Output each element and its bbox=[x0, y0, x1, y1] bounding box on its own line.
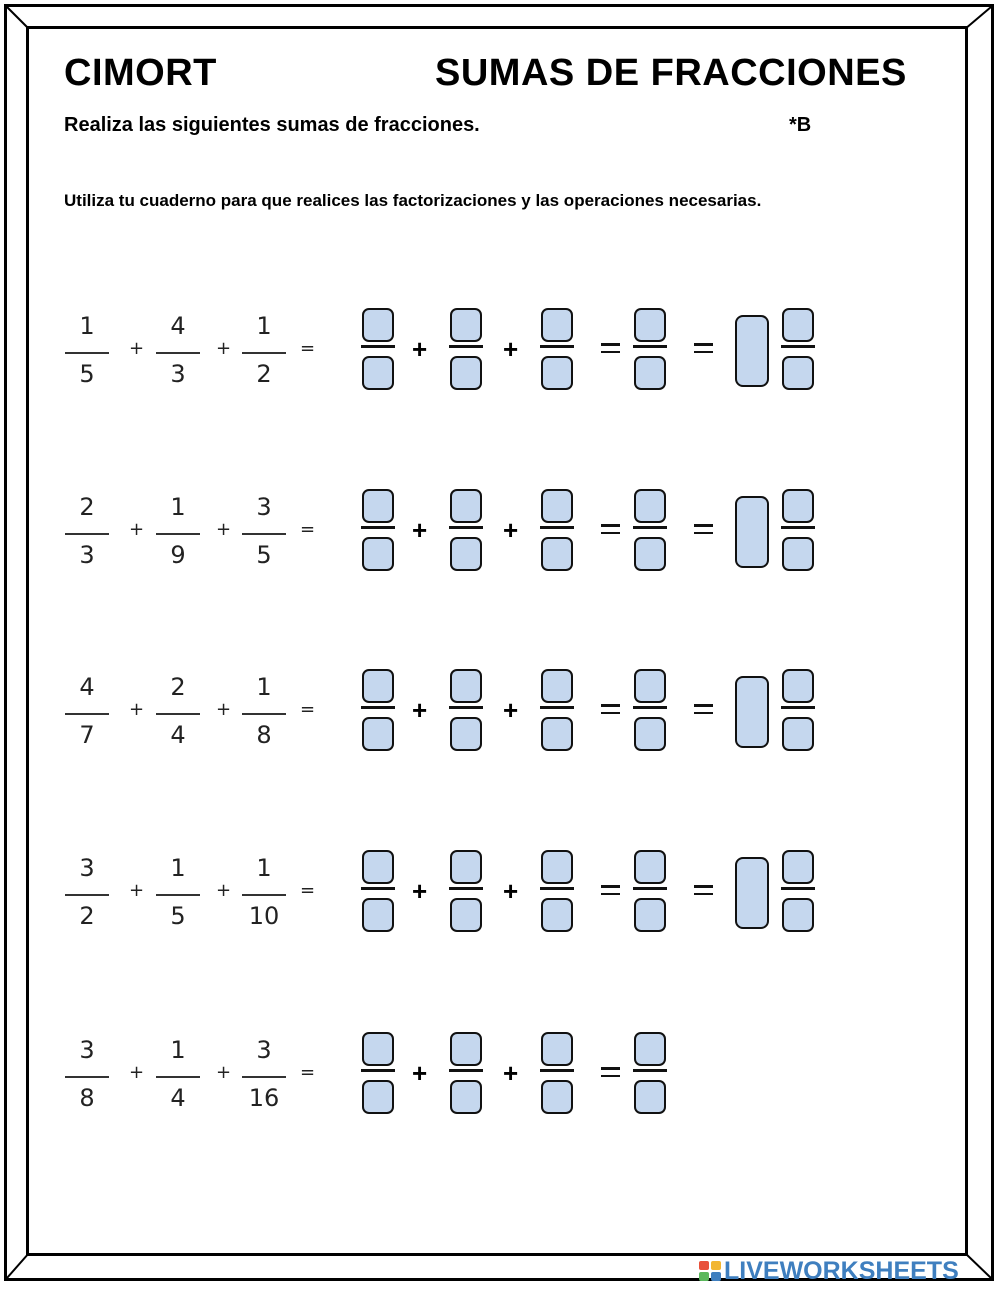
denominator-answer-box[interactable] bbox=[634, 898, 666, 932]
fraction-bar bbox=[65, 713, 109, 715]
answer-equals-sign bbox=[694, 343, 713, 353]
exercise-row bbox=[0, 846, 1000, 956]
answer-fraction-bar bbox=[361, 526, 395, 529]
denominator-answer-box[interactable] bbox=[450, 1080, 482, 1114]
denominator-answer-box[interactable] bbox=[634, 717, 666, 751]
mixed-numerator-answer-box[interactable] bbox=[782, 850, 814, 884]
answer-fraction-bar bbox=[781, 526, 815, 529]
answer-equals-sign bbox=[601, 704, 620, 714]
given-fraction bbox=[59, 665, 115, 765]
answer-fraction-bar bbox=[633, 706, 667, 709]
answer-fraction-bar bbox=[540, 887, 574, 890]
numerator-answer-box[interactable] bbox=[450, 308, 482, 342]
answer-plus-sign: + bbox=[412, 695, 428, 725]
answer-fraction-bar bbox=[540, 345, 574, 348]
numerator-answer-box[interactable] bbox=[634, 1032, 666, 1066]
given-fraction bbox=[150, 665, 206, 765]
fraction-bar bbox=[156, 713, 200, 715]
denominator-answer-box[interactable] bbox=[450, 356, 482, 390]
mixed-numerator-answer-box[interactable] bbox=[782, 669, 814, 703]
answer-equals-sign bbox=[601, 343, 620, 353]
fraction-bar bbox=[242, 894, 286, 896]
fraction-bar bbox=[156, 1076, 200, 1078]
answer-equals-sign bbox=[601, 524, 620, 534]
logo-square bbox=[699, 1272, 709, 1281]
fraction-numerator: 1 bbox=[170, 1036, 186, 1064]
equals-sign: = bbox=[300, 338, 316, 359]
denominator-answer-box[interactable] bbox=[362, 898, 394, 932]
fraction-denominator: 2 bbox=[79, 902, 95, 930]
denominator-answer-box[interactable] bbox=[541, 717, 573, 751]
exercise-row bbox=[0, 304, 1000, 414]
numerator-answer-box[interactable] bbox=[362, 308, 394, 342]
worksheet-code: *B bbox=[789, 114, 812, 136]
denominator-answer-box[interactable] bbox=[450, 537, 482, 571]
answer-fraction-bar bbox=[449, 345, 483, 348]
mixed-denominator-answer-box[interactable] bbox=[782, 356, 814, 390]
equals-sign: = bbox=[300, 1062, 316, 1083]
plus-sign: + bbox=[129, 699, 145, 720]
given-fraction bbox=[150, 485, 206, 585]
answer-fraction-bar bbox=[361, 345, 395, 348]
logo-square bbox=[699, 1261, 709, 1270]
numerator-answer-box[interactable] bbox=[362, 669, 394, 703]
numerator-answer-box[interactable] bbox=[450, 850, 482, 884]
notebook-note: Utiliza tu cuaderno para que realices las factorizaciones y las operaciones necesarias. bbox=[64, 191, 762, 210]
fraction-numerator: 4 bbox=[79, 673, 95, 701]
given-fraction bbox=[150, 304, 206, 404]
denominator-answer-box[interactable] bbox=[450, 717, 482, 751]
answer-equals-sign bbox=[601, 885, 620, 895]
answer-fraction-bar bbox=[633, 887, 667, 890]
answer-fraction-bar bbox=[361, 1069, 395, 1072]
numerator-answer-box[interactable] bbox=[634, 850, 666, 884]
numerator-answer-box[interactable] bbox=[634, 669, 666, 703]
equals-sign: = bbox=[300, 880, 316, 901]
liveworksheets-logo bbox=[698, 1258, 959, 1284]
fraction-denominator: 4 bbox=[170, 721, 186, 749]
plus-sign: + bbox=[129, 1062, 145, 1083]
answer-fraction-bar bbox=[361, 887, 395, 890]
fraction-denominator: 3 bbox=[79, 541, 95, 569]
whole-number-answer-box[interactable] bbox=[735, 315, 769, 387]
numerator-answer-box[interactable] bbox=[634, 489, 666, 523]
plus-sign: + bbox=[129, 338, 145, 359]
fraction-bar bbox=[65, 894, 109, 896]
denominator-answer-box[interactable] bbox=[362, 537, 394, 571]
fraction-denominator: 9 bbox=[170, 541, 186, 569]
answer-fraction-bar bbox=[633, 1069, 667, 1072]
fraction-bar bbox=[242, 352, 286, 354]
fraction-bar bbox=[242, 713, 286, 715]
fraction-denominator: 5 bbox=[79, 360, 95, 388]
fraction-numerator: 1 bbox=[256, 312, 272, 340]
plus-sign: + bbox=[216, 1062, 232, 1083]
fraction-numerator: 1 bbox=[170, 854, 186, 882]
answer-plus-sign: + bbox=[412, 1058, 428, 1088]
fraction-numerator: 1 bbox=[256, 854, 272, 882]
numerator-answer-box[interactable] bbox=[450, 669, 482, 703]
whole-number-answer-box[interactable] bbox=[735, 676, 769, 748]
fraction-denominator: 10 bbox=[248, 902, 280, 930]
numerator-answer-box[interactable] bbox=[541, 308, 573, 342]
answer-fraction-bar bbox=[540, 1069, 574, 1072]
mixed-denominator-answer-box[interactable] bbox=[782, 537, 814, 571]
denominator-answer-box[interactable] bbox=[634, 1080, 666, 1114]
given-fraction bbox=[59, 485, 115, 585]
fraction-bar bbox=[156, 533, 200, 535]
fraction-bar bbox=[65, 352, 109, 354]
whole-number-answer-box[interactable] bbox=[735, 857, 769, 929]
fraction-numerator: 2 bbox=[170, 673, 186, 701]
given-fraction bbox=[59, 846, 115, 946]
fraction-denominator: 7 bbox=[79, 721, 95, 749]
denominator-answer-box[interactable] bbox=[362, 1080, 394, 1114]
fraction-denominator: 2 bbox=[256, 360, 272, 388]
worksheet-title: SUMAS DE FRACCIONES bbox=[435, 52, 907, 94]
brand-name: CIMORT bbox=[64, 52, 217, 94]
equals-sign: = bbox=[300, 519, 316, 540]
plus-sign: + bbox=[129, 519, 145, 540]
numerator-answer-box[interactable] bbox=[541, 1032, 573, 1066]
answer-fraction-bar bbox=[540, 526, 574, 529]
answer-fraction-bar bbox=[361, 706, 395, 709]
fraction-numerator: 4 bbox=[170, 312, 186, 340]
answer-equals-sign bbox=[694, 704, 713, 714]
answer-fraction-bar bbox=[449, 887, 483, 890]
given-fraction bbox=[236, 304, 292, 404]
fraction-numerator: 2 bbox=[79, 493, 95, 521]
fraction-denominator: 5 bbox=[256, 541, 272, 569]
fraction-denominator: 8 bbox=[79, 1084, 95, 1112]
fraction-numerator: 3 bbox=[79, 1036, 95, 1064]
answer-fraction-bar bbox=[449, 706, 483, 709]
answer-plus-sign: + bbox=[412, 334, 428, 364]
answer-equals-sign bbox=[694, 885, 713, 895]
fraction-bar bbox=[242, 1076, 286, 1078]
answer-fraction-bar bbox=[449, 1069, 483, 1072]
fraction-numerator: 1 bbox=[79, 312, 95, 340]
numerator-answer-box[interactable] bbox=[634, 308, 666, 342]
logo-mark-icon bbox=[698, 1260, 722, 1282]
given-fraction bbox=[150, 1028, 206, 1128]
given-fraction bbox=[236, 485, 292, 585]
logo-text: LIVEWORKSHEETS bbox=[724, 1256, 959, 1285]
given-fraction bbox=[150, 846, 206, 946]
numerator-answer-box[interactable] bbox=[362, 1032, 394, 1066]
fraction-bar bbox=[65, 1076, 109, 1078]
given-fraction bbox=[59, 304, 115, 404]
answer-plus-sign: + bbox=[503, 695, 519, 725]
given-fraction bbox=[236, 846, 292, 946]
denominator-answer-box[interactable] bbox=[541, 898, 573, 932]
mixed-numerator-answer-box[interactable] bbox=[782, 308, 814, 342]
answer-fraction-bar bbox=[781, 706, 815, 709]
plus-sign: + bbox=[216, 519, 232, 540]
numerator-answer-box[interactable] bbox=[362, 489, 394, 523]
fraction-denominator: 16 bbox=[248, 1084, 280, 1112]
fraction-denominator: 8 bbox=[256, 721, 272, 749]
equals-sign: = bbox=[300, 699, 316, 720]
fraction-bar bbox=[156, 352, 200, 354]
answer-plus-sign: + bbox=[503, 334, 519, 364]
plus-sign: + bbox=[129, 880, 145, 901]
fraction-bar bbox=[242, 533, 286, 535]
answer-plus-sign: + bbox=[412, 876, 428, 906]
answer-fraction-bar bbox=[633, 526, 667, 529]
fraction-numerator: 3 bbox=[256, 493, 272, 521]
plus-sign: + bbox=[216, 338, 232, 359]
fraction-numerator: 3 bbox=[256, 1036, 272, 1064]
fraction-denominator: 3 bbox=[170, 360, 186, 388]
denominator-answer-box[interactable] bbox=[634, 537, 666, 571]
numerator-answer-box[interactable] bbox=[450, 489, 482, 523]
answer-plus-sign: + bbox=[503, 515, 519, 545]
numerator-answer-box[interactable] bbox=[450, 1032, 482, 1066]
plus-sign: + bbox=[216, 880, 232, 901]
exercise-row bbox=[0, 1028, 1000, 1138]
answer-equals-sign bbox=[694, 524, 713, 534]
denominator-answer-box[interactable] bbox=[541, 356, 573, 390]
plus-sign: + bbox=[216, 699, 232, 720]
fraction-numerator: 1 bbox=[170, 493, 186, 521]
denominator-answer-box[interactable] bbox=[450, 898, 482, 932]
logo-square bbox=[711, 1261, 721, 1270]
fraction-numerator: 3 bbox=[79, 854, 95, 882]
denominator-answer-box[interactable] bbox=[362, 356, 394, 390]
fraction-numerator: 1 bbox=[256, 673, 272, 701]
denominator-answer-box[interactable] bbox=[362, 717, 394, 751]
answer-plus-sign: + bbox=[503, 876, 519, 906]
answer-fraction-bar bbox=[633, 345, 667, 348]
given-fraction bbox=[236, 665, 292, 765]
mixed-denominator-answer-box[interactable] bbox=[782, 898, 814, 932]
exercise-row bbox=[0, 665, 1000, 775]
fraction-denominator: 5 bbox=[170, 902, 186, 930]
fraction-bar bbox=[65, 533, 109, 535]
logo-square bbox=[711, 1272, 721, 1281]
whole-number-answer-box[interactable] bbox=[735, 496, 769, 568]
answer-fraction-bar bbox=[781, 345, 815, 348]
answer-fraction-bar bbox=[540, 706, 574, 709]
given-fraction bbox=[236, 1028, 292, 1128]
given-fraction bbox=[59, 1028, 115, 1128]
answer-equals-sign bbox=[601, 1067, 620, 1077]
answer-plus-sign: + bbox=[503, 1058, 519, 1088]
answer-fraction-bar bbox=[781, 887, 815, 890]
fraction-denominator: 4 bbox=[170, 1084, 186, 1112]
fraction-bar bbox=[156, 894, 200, 896]
instruction-text: Realiza las siguientes sumas de fracciones. bbox=[64, 114, 480, 136]
answer-fraction-bar bbox=[449, 526, 483, 529]
numerator-answer-box[interactable] bbox=[541, 489, 573, 523]
numerator-answer-box[interactable] bbox=[541, 850, 573, 884]
denominator-answer-box[interactable] bbox=[541, 537, 573, 571]
numerator-answer-box[interactable] bbox=[362, 850, 394, 884]
denominator-answer-box[interactable] bbox=[634, 356, 666, 390]
exercise-row bbox=[0, 485, 1000, 595]
numerator-answer-box[interactable] bbox=[541, 669, 573, 703]
denominator-answer-box[interactable] bbox=[541, 1080, 573, 1114]
mixed-numerator-answer-box[interactable] bbox=[782, 489, 814, 523]
mixed-denominator-answer-box[interactable] bbox=[782, 717, 814, 751]
answer-plus-sign: + bbox=[412, 515, 428, 545]
